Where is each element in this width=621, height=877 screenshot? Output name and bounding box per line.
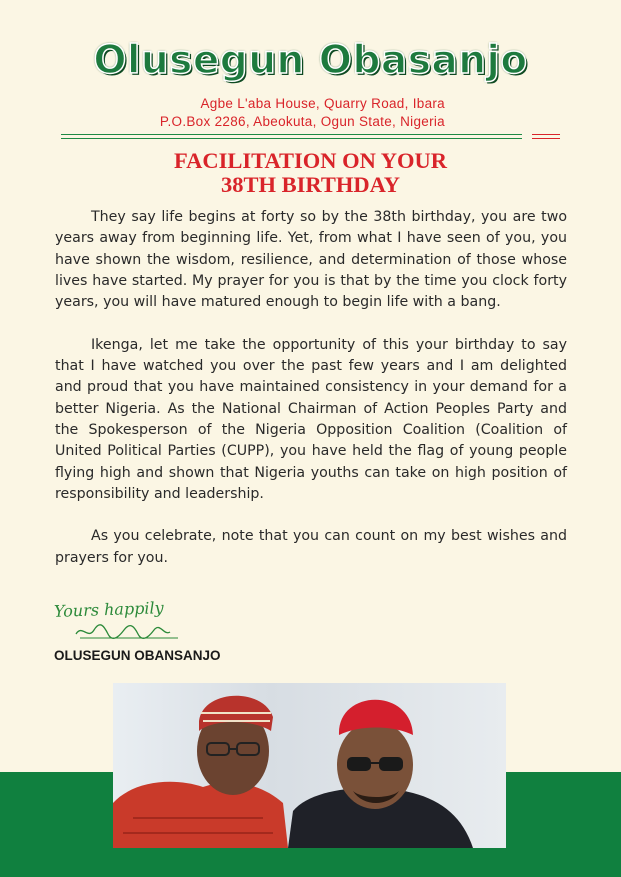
header-rule-green — [61, 134, 522, 139]
address-line-2: P.O.Box 2286, Abeokuta, Ogun State, Nigeria — [159, 114, 445, 129]
handwritten-signature — [74, 622, 184, 645]
letterhead-name: Olusegun Obasanjo — [93, 38, 528, 83]
portrait-photo — [113, 683, 506, 848]
headline-line-2: 38TH BIRTHDAY — [220, 172, 401, 197]
signature-scribble-icon — [74, 622, 184, 642]
paragraph-1: They say life begins at forty so by the 38th birthday, you are two years away from beginning life. Yet, from what I have seen of you, you have shown the wisdom, resilience, and determination of those whose lives have started. My prayer for you is that by the time you clock forty years, you will have matured enough to begin life with a bang. — [55, 209, 567, 311]
portrait-illustration — [113, 683, 506, 848]
header-rule-red — [532, 134, 560, 139]
paragraph-3: As you celebrate, note that you can count on my best wishes and prayers for you. — [55, 528, 567, 566]
signatory-name: OLUSEGUN OBANSANJO — [54, 648, 221, 663]
headline-line-1: FACILITATION ON YOUR — [174, 148, 447, 173]
address-line-1: Agbe L'aba House, Quarry Road, Ibara — [200, 96, 445, 111]
paragraph-2: Ikenga, let me take the opportunity of this your birthday to say that I have watched you over the past few years and I am delighted and proud that you have maintained consistency in your demand for a better Nigeria. As the National Chairman of Action Peoples Party and the Spokesperson of the Nigeria Opposition Coalition (Coalition of United Political Parties (CUPP), you have held the flag of young people flying high and shown that Nigeria youths can take on high position of responsibility and leadership. — [55, 336, 567, 502]
handwritten-closing: Yours happily — [53, 598, 164, 621]
letter-body — [55, 207, 567, 590]
letter-headline — [0, 149, 621, 197]
